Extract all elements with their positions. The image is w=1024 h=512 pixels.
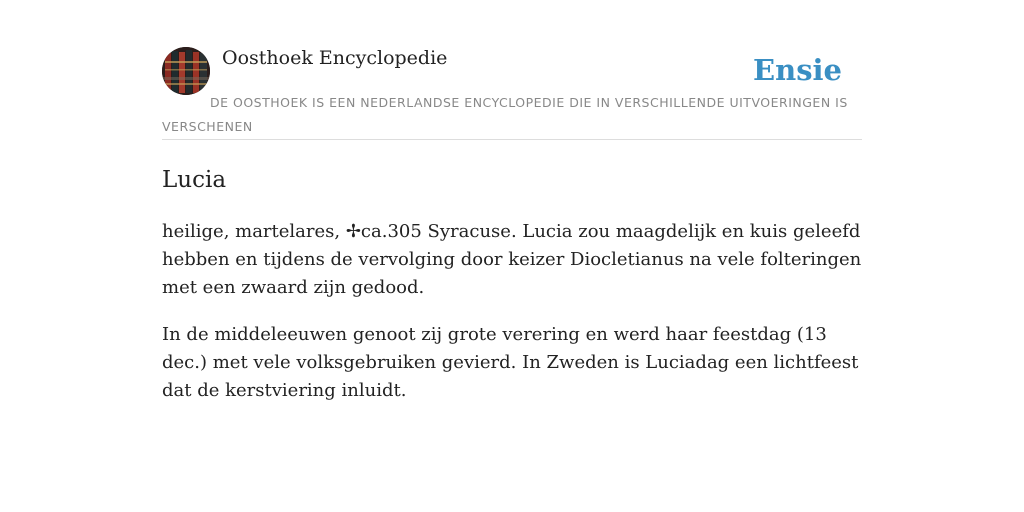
page-container	[162, 46, 862, 405]
ensie-logo-link[interactable]: Ensie	[753, 53, 842, 87]
site-header	[162, 46, 862, 140]
article-paragraph: heilige, martelares, ✢ca.305 Syracuse. Lucia zou maagdelijk en kuis geleefd hebben en tijdens de vervolging door keizer Diocletianus na vele folteringen met een zwaard zijn gedood.	[162, 221, 862, 298]
article-paragraph: In de middeleeuwen genoot zij grote verering en werd haar feestdag (13 dec.) met vele volksgebruiken gevierd. In Zweden is Luciadag een lichtfeest dat de kerstviering inluidt.	[162, 324, 859, 401]
book-spines-icon[interactable]	[162, 47, 210, 95]
article-title: Lucia	[162, 167, 227, 193]
site-name[interactable]: Oosthoek Encyclopedie	[222, 47, 448, 69]
site-tagline: DE OOSTHOEK IS EEN NEDERLANDSE ENCYCLOPEDIE DIE IN VERSCHILLENDE UITVOERINGEN IS VERSCHENEN	[162, 95, 848, 134]
article	[162, 164, 862, 405]
